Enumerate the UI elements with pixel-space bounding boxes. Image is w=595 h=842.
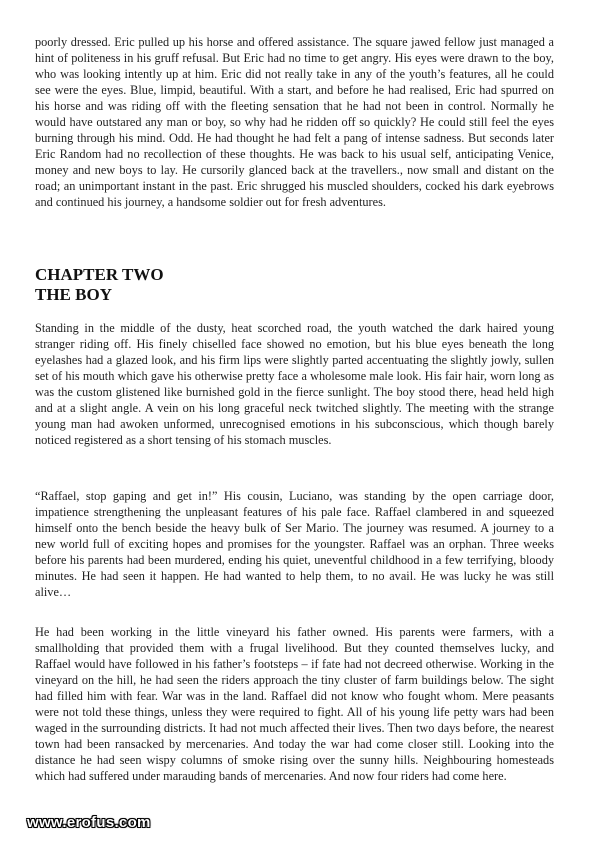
site-watermark: www.erofus.com (27, 814, 151, 831)
intro-paragraph: poorly dressed. Eric pulled up his horse and offered assistance. The square jawed fellow just managed a hint of politeness in his gruff refusal. But Eric had no time to get angry. His eyes were drawn to the boy, who was looking intently up at him. Eric did not really take in any of the youth’s features, all he could see were the eyes. Blue, limpid, beautiful. With a start, and before he had realised, Eric had spurred on his horse and was riding off with the fleeting sensation that he had not been in control. Normally he would have outstared any man or boy, so why had he ridden off so quickly? He could still feel the eyes burning through his mind. Odd. He had thought he had felt a pang of intense sadness. But seconds later Eric Random had no recollection of these thoughts. He was back to his usual self, anticipating Venice, money and new boys to lay. He cursorily glanced back at the travellers., now small and distant on the road; an unimportant instant in the past. Eric shrugged his muscled shoulders, cocked his dark eyebrows and continued his journey, a handsome soldier out for fresh adventures. (35, 35, 554, 209)
chapter-heading (35, 265, 164, 305)
chapter-title: THE BOY (35, 285, 112, 304)
chapter-number: CHAPTER TWO (35, 265, 164, 284)
paragraph-3: “Raffael, stop gaping and get in!” His cousin, Luciano, was standing by the open carriage door, impatience strengthening the unpleasant features of his pale face. Raffael clambered in and squeezed himself onto the bench beside the heavy bulk of Ser Mario. The journey was resumed. A journey to a new world full of exciting hopes and promises for the youngster. Raffael was an orphan. Three weeks before his parents had been murdered, ending his quiet, uneventful childhood in a few terrifying, bloody minutes. He had seen it happen. He had wanted to help them, to no avail. He was lucky he was still alive… (35, 489, 554, 599)
paragraph-2: Standing in the middle of the dusty, heat scorched road, the youth watched the dark haired young stranger riding off. His finely chiselled face showed no emotion, but his blue eyes beneath the long eyelashes had a glazed look, and his firm lips were slightly parted accentuating the slightly jowly, sullen set of his mouth which gave his otherwise pretty face a wholesome male look. His fair hair, worn long as was the custom glistened like burnished gold in the fierce sunlight. The boy stood there, head held high and at a slight angle. A vein on his long graceful neck twitched slightly. The meeting with the strange young man had awoken unformed, unrecognised emotions in his subconscious, which though barely noticed registered as a short tensing of his stomach muscles. (35, 321, 554, 447)
paragraph-4: He had been working in the little vineyard his father owned. His parents were farmers, with a smallholding that provided them with a frugal livelihood. But they counted themselves lucky, and Raffael would have followed in his father’s footsteps – if fate had not decreed otherwise. Working in the vineyard on the hill, he had seen the riders approach the tiny cluster of farm buildings below. The sight had filled him with fear. War was in the land. Raffael did not know who fought whom. Mere peasants were not told these things, unless they were required to fight. All of his young life petty wars had been waged in the surrounding districts. It had not much affected their lives. Then two days before, the nearest town had been ransacked by mercenaries. And today the war had come closer still. Looking into the distance he had seen wispy columns of smoke rising over the sunny hills. Neighbouring homesteads which had suffered under marauding bands of mercenaries. And now four riders had come here. (35, 625, 554, 783)
